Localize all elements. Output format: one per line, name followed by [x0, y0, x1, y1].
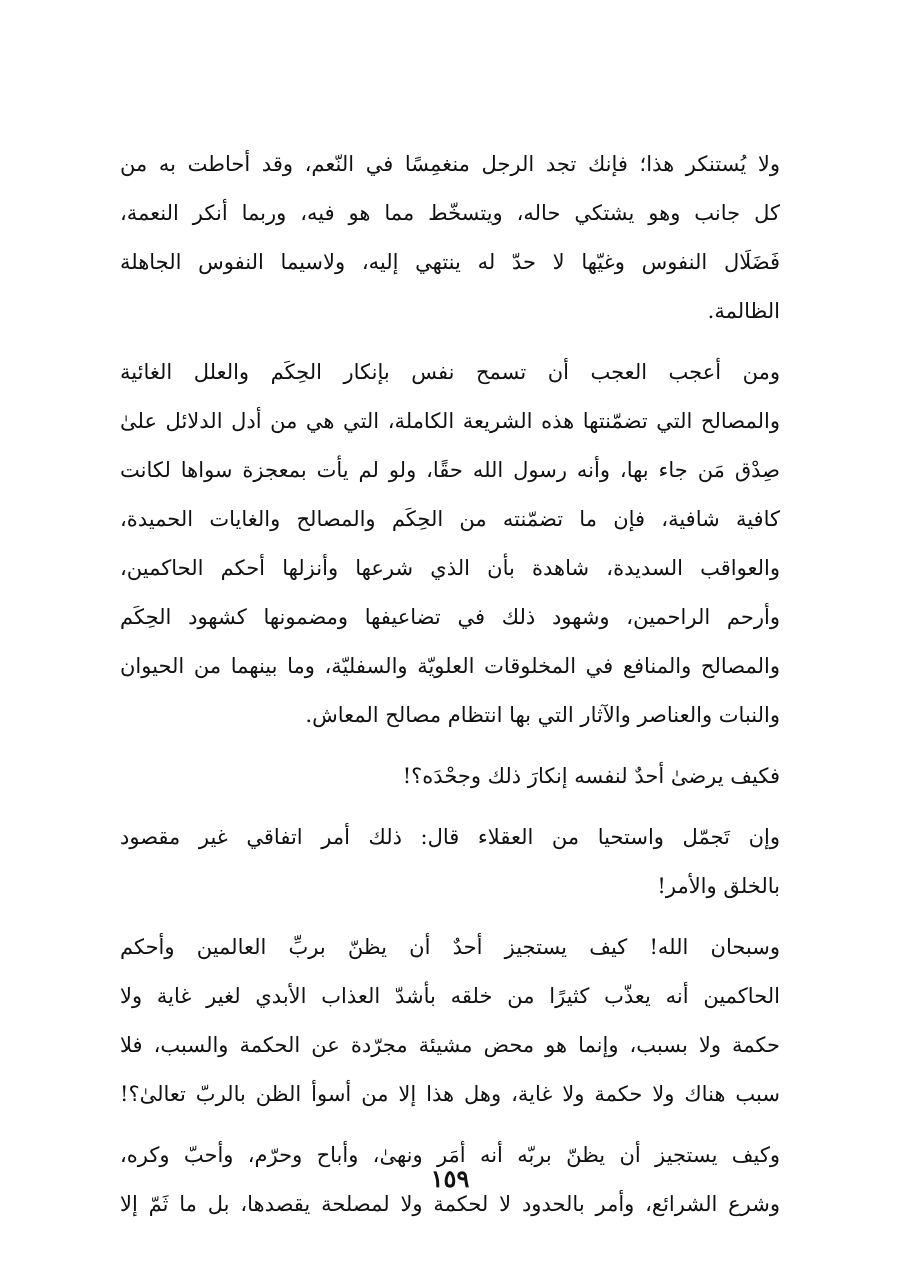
page-number: ١٥٩ — [430, 1164, 470, 1193]
text-line: والعواقب السديدة، شاهدة بأن الذي شرعها وأنزلها أحكم الحاكمين، — [120, 556, 780, 580]
text-line: حكمة ولا بسبب، وإنما هو محض مشيئة مجرّدة عن الحكمة والسبب، فلا — [120, 1033, 780, 1057]
text-line: فَضَلَال النفوس وغيّها لا حدّ له ينتهي إليه، ولاسيما النفوس الجاهلة — [120, 250, 780, 274]
text-line: وكيف يستجيز أن يظنّ بربّه أنه أمَر ونهىٰ، وأباح وحرّم، وأحبّ وكره، — [120, 1143, 780, 1167]
paragraph-3 — [120, 752, 780, 801]
text-line: كل جانب وهو يشتكي حاله، ويتسخّط مما هو فيه، وربما أنكر النعمة، — [120, 201, 780, 225]
text-line: والمصالح التي تضمّنتها هذه الشريعة الكاملة، التي هي من أدل الدلائل علىٰ — [120, 409, 780, 433]
text-line: وأرحم الراحمين، وشهود ذلك في تضاعيفها ومضمونها كشهود الحِكَم — [120, 605, 780, 629]
paragraph-1 — [120, 140, 780, 336]
text-line: فكيف يرضىٰ أحدٌ لنفسه إنكارَ ذلك وجحْدَه؟! — [402, 764, 780, 788]
text-line: بالخلق والأمر! — [657, 874, 780, 898]
text-line: ولا يُستنكر هذا؛ فإنك تجد الرجل منغمِسًا في النّعم، وقد أحاطت به من — [120, 152, 780, 176]
text-line: والنبات والعناصر والآثار التي بها انتظام مصالح المعاش. — [305, 703, 780, 727]
paragraph-5 — [120, 923, 780, 1119]
text-line: الظالمة. — [707, 299, 780, 323]
paragraph-4 — [120, 813, 780, 911]
text-line: ومن أعجب العجب أن تسمح نفس بإنكار الحِكَم والعلل الغائية — [120, 360, 780, 384]
text-line: كافية شافية، فإن ما تضمّنته من الحِكَم والمصالح والغايات الحميدة، — [120, 507, 780, 531]
text-line: الحاكمين أنه يعذّب كثيرًا من خلقه بأشدّ العذاب الأبدي لغير غاية ولا — [120, 984, 780, 1008]
text-line: سبب هناك ولا حكمة ولا غاية، وهل هذا إلا من أسوأ الظن بالربّ تعالىٰ؟! — [120, 1082, 780, 1106]
page-body — [120, 140, 780, 1241]
paragraph-2 — [120, 348, 780, 740]
text-line: صِدْق مَن جاء بها، وأنه رسول الله حقًا، ولو لم يأت بمعجزة سواها لكانت — [120, 458, 780, 482]
text-line: وسبحان الله! كيف يستجيز أحدٌ أن يظنّ بربِّ العالمين وأحكم — [120, 935, 780, 959]
text-line: وإن تَجمّل واستحيا من العقلاء قال: ذلك أمر اتفاقي غير مقصود — [120, 825, 780, 849]
text-line: والمصالح والمنافع في المخلوقات العلويّة والسفليّة، وما بينهما من الحيوان — [120, 654, 780, 678]
text-line: وشرع الشرائع، وأمر بالحدود لا لحكمة ولا لمصلحة يقصدها، بل ما ثَمّ إلا — [120, 1192, 780, 1216]
